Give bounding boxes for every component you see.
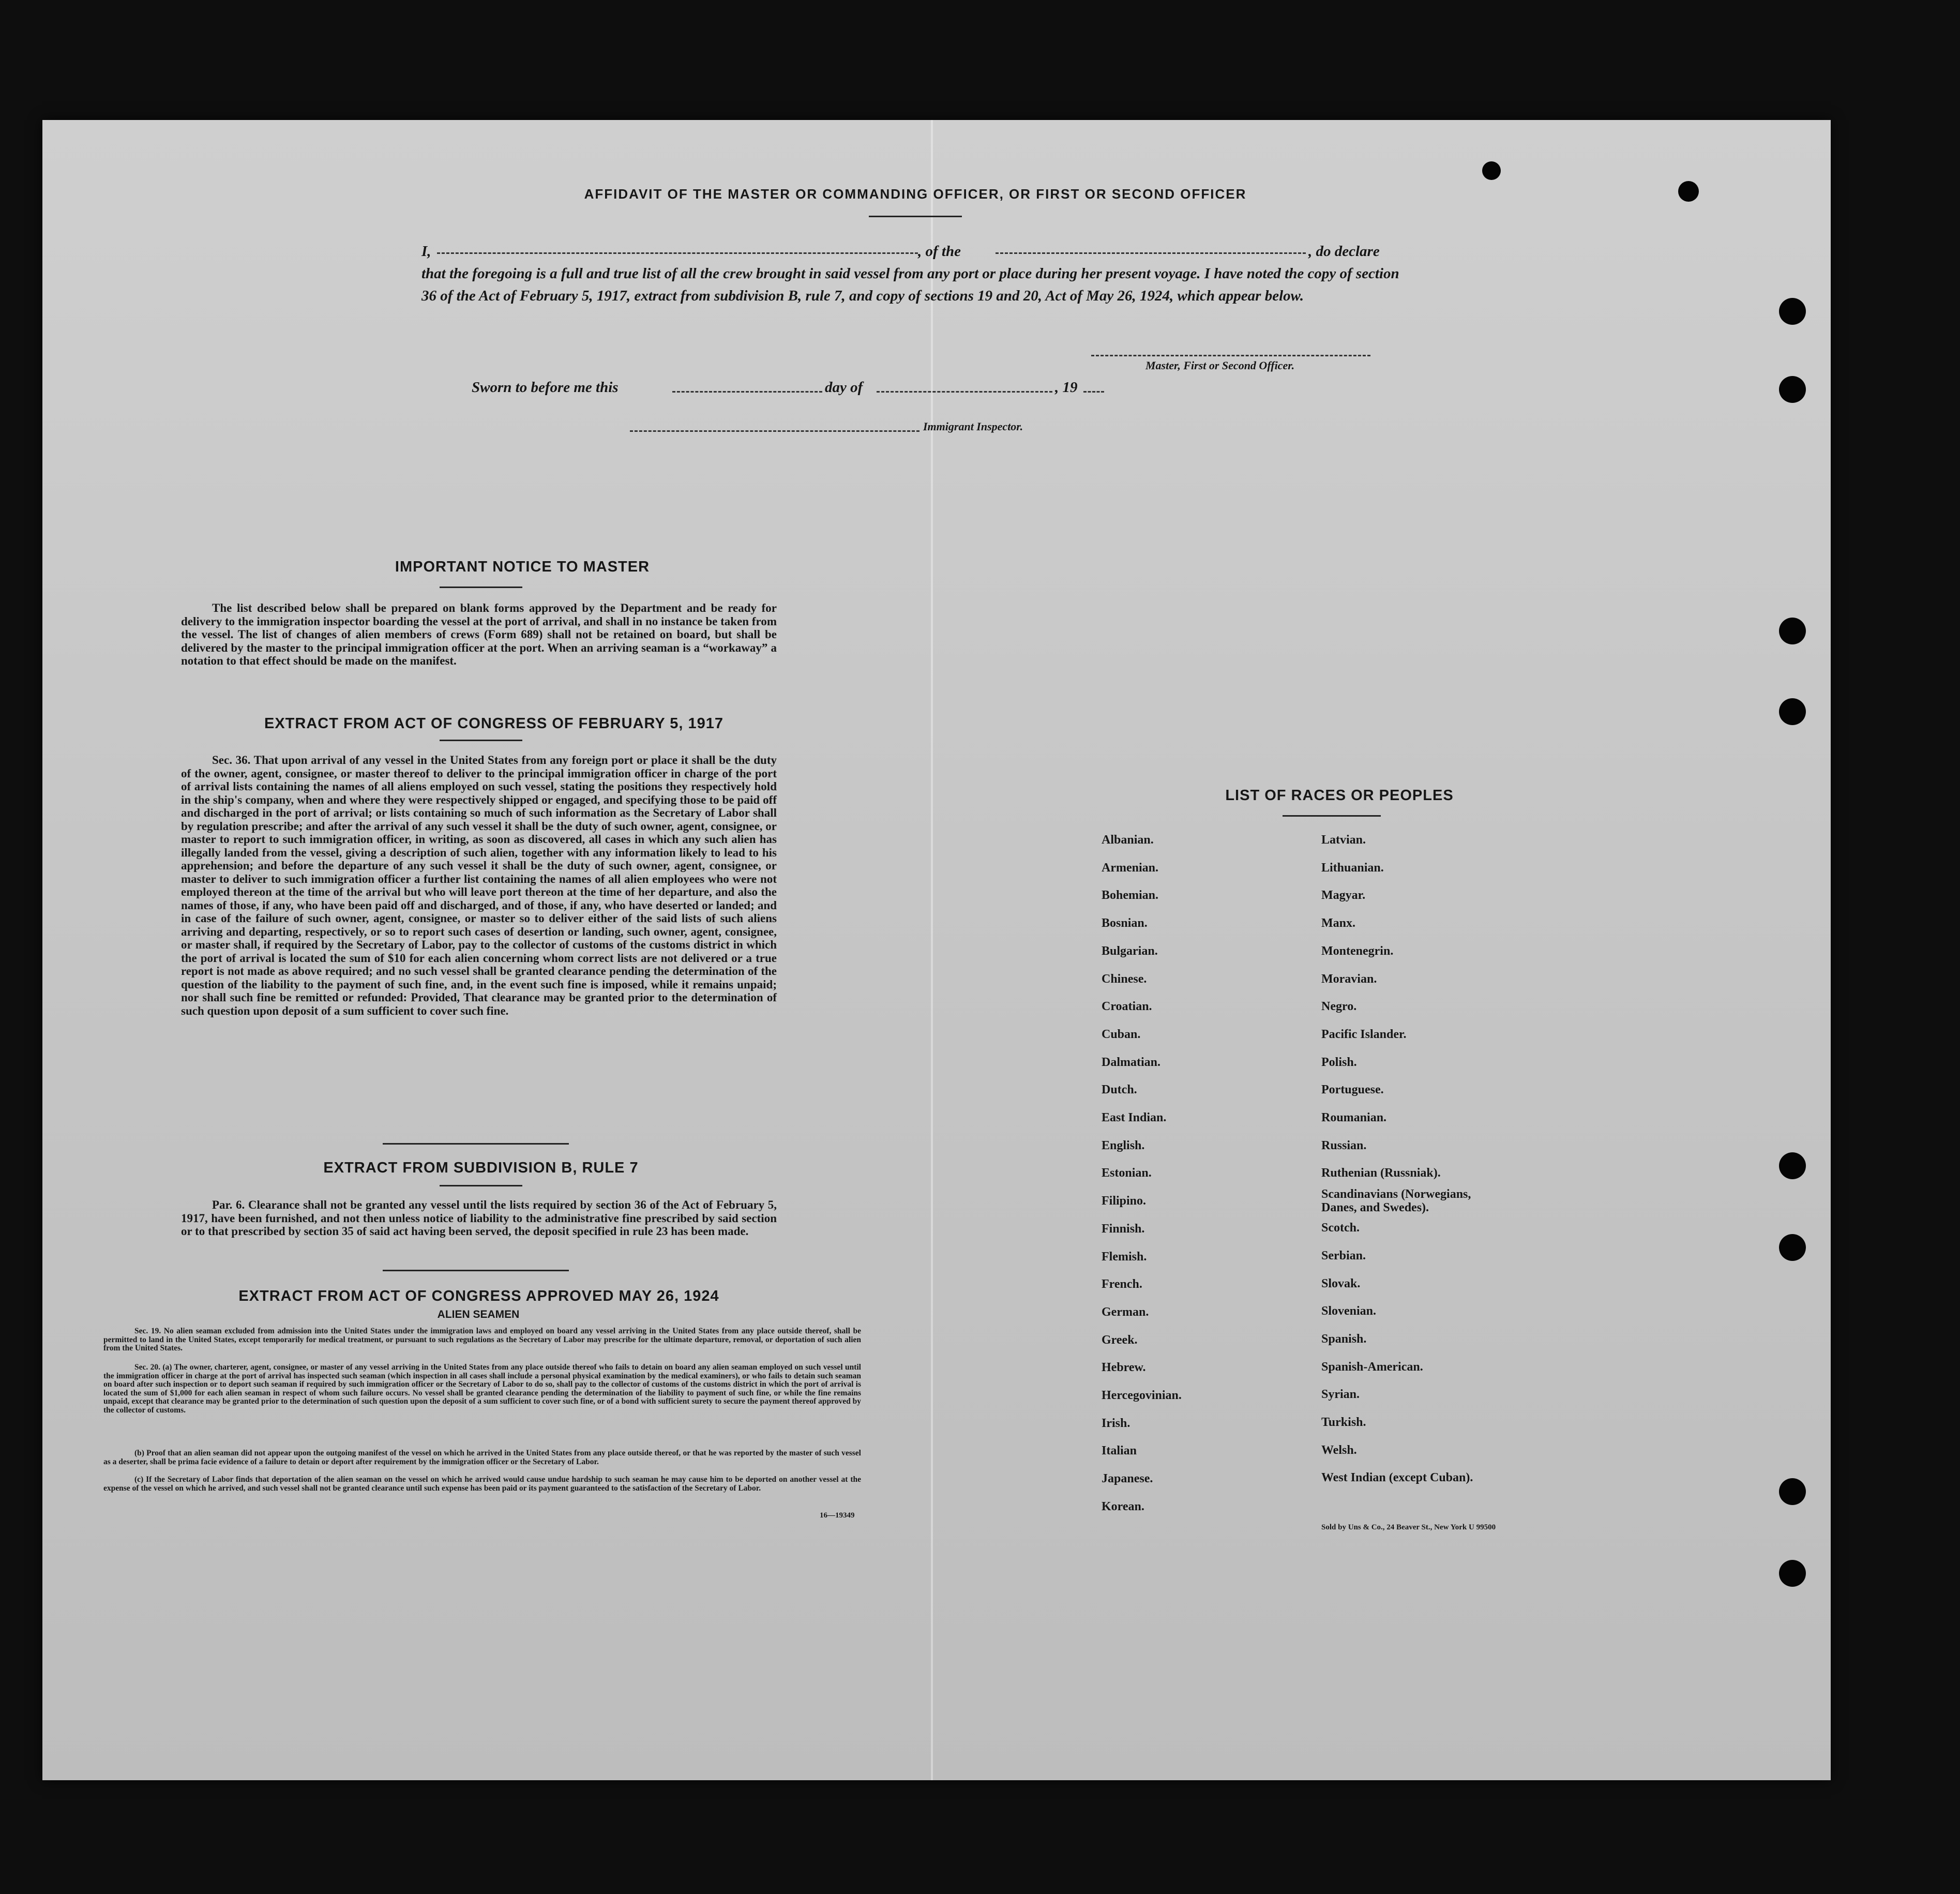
race-item: Spanish-American.: [1321, 1360, 1423, 1374]
race-item: Magyar.: [1321, 889, 1366, 903]
race-item: Lithuanian.: [1321, 861, 1384, 875]
race-item: Slovenian.: [1321, 1304, 1377, 1318]
vessel-blank: [996, 252, 1306, 254]
race-item: Welsh.: [1321, 1443, 1357, 1457]
race-item: Croatian.: [1102, 1000, 1152, 1014]
sworn-label: Sworn to before me this: [472, 379, 619, 396]
race-item: Korean.: [1102, 1499, 1144, 1513]
extract-rule7-text: Par. 6. Clearance shall not be granted any vessel until the lists required by section 36 of the Act of February 5, 1917, have been furnished, and not then unless notice of liability to the administrative fine prescribed by said section or to that prescribed by section 35 of said act having been served, the deposit specified in rule 23 has been made.: [181, 1198, 777, 1238]
race-item: Dutch.: [1102, 1083, 1137, 1097]
race-item: Polish.: [1321, 1055, 1357, 1069]
divider: [869, 216, 962, 217]
extract-1917-title: EXTRACT FROM ACT OF CONGRESS OF FEBRUARY 5, 1917: [264, 715, 724, 732]
notice-title: IMPORTANT NOTICE TO MASTER: [395, 559, 650, 575]
races-title: LIST OF RACES OR PEOPLES: [1225, 787, 1454, 804]
races-right-column: [1321, 826, 1632, 1492]
race-item: Hercegovinian.: [1102, 1389, 1182, 1403]
sec20c-text: (c) If the Secretary of Labor finds that deportation of the alien seaman on the vessel on which he arrived would cause undue hardship to such seaman he may cause him to be deported on another vessel at the expense of the vessel on which he arrived, and such vessel shall not be granted clearance until such expense has been paid or its payment guaranteed to the satisfaction of the Secretary of Labor.: [103, 1475, 861, 1493]
inspector-signature-blank: [630, 430, 919, 432]
divider: [1283, 815, 1381, 817]
race-item: Finnish.: [1102, 1222, 1145, 1236]
affidavit-i-label: I,: [421, 243, 431, 260]
punch-hole: [1779, 1152, 1806, 1179]
race-item: Hebrew.: [1102, 1361, 1146, 1375]
race-item: Bosnian.: [1102, 916, 1148, 930]
race-item: Slovak.: [1321, 1276, 1361, 1290]
race-item: Cuban.: [1102, 1027, 1141, 1041]
affidavit-body: that the foregoing is a full and true list of all the crew brought in said vessel from any port or place during her present voyage. I have noted the copy of section 36 of the Act of February 5, 1917, extract from subdivision B, rule 7, and copy of sections 19 and 20, Act of May 26, 1924, which appear below.: [421, 265, 1399, 304]
master-signature-blank: [1091, 355, 1370, 356]
race-item: Estonian.: [1102, 1166, 1152, 1180]
race-item: Serbian.: [1321, 1249, 1366, 1262]
race-item: Bohemian.: [1102, 889, 1159, 903]
extract-1917-text: Sec. 36. That upon arrival of any vessel in the United States from any foreign port or place it shall be the duty of the owner, agent, consignee, or master thereof to deliver to the principal immigration officer in charge of the port of arrival lists containing the names of all aliens employed on such vessel, stating the positions they respectively hold in the ship's company, when and where they were respectively shipped or engaged, and specifying those to be paid off and discharged in the port of arrival; or lists containing so much of such information as the Secretary of Labor shall by regulation prescribe; and after the arrival of any such vessel it shall be the duty of such owner, agent, consignee, or master to report to such immigration officer, in writing, as soon as discovered, all cases in which any such alien has illegally landed from the vessel, giving a description of such alien, together with any information likely to lead to his apprehension; and before the departure of any such vessel it shall be the duty of such owner, agent, consignee, or master to deliver to such immigration officer a further list containing the names of all alien employees who were not employed thereon at the time of the arrival but who will leave port thereon at the time of her departure, and also the names of those, if any, who have been paid off and discharged, and of those, if any, who have deserted or landed; and in case of the failure of such owner, agent, consignee, or master so to deliver either of the said lists of such aliens arriving and departing, respectively, or so to report such cases of desertion or landing, such owner, agent, consignee, or master shall, if required by the Secretary of Labor, pay to the collector of customs of the customs district in which the port of arrival is located the sum of $10 for each alien concerning whom correct lists are not delivered or a true report is not made as above required; and no such vessel shall be granted clearance pending the determination of the question of the liability to the payment of such fine, and, in the event such fine is imposed, while it remains unpaid; nor shall such fine be remitted or refunded: Provided, That clearance may be granted prior to the determination of such question upon deposit of a sum sufficient to cover such fine.: [181, 754, 777, 1017]
race-item: Flemish.: [1102, 1250, 1147, 1264]
sec20b-text: (b) Proof that an alien seaman did not appear upon the outgoing manifest of the vessel on which he arrived in the United States from any place outside thereof, or that he was reported by the master of such vessel as a deserter, shall be prima facie evidence of a failure to detain or deport after requirement by the immigration officer or the Secretary of Labor.: [103, 1449, 861, 1466]
race-item: Montenegrin.: [1321, 944, 1394, 958]
race-item: Bulgarian.: [1102, 944, 1158, 958]
race-item: Portuguese.: [1321, 1083, 1384, 1097]
race-item: Russian.: [1321, 1138, 1367, 1152]
punch-hole: [1779, 376, 1806, 403]
inspector-label: Immigrant Inspector.: [923, 420, 1023, 433]
race-item: Filipino.: [1102, 1194, 1147, 1208]
day-of-label: day of: [825, 379, 863, 396]
race-item: Armenian.: [1102, 861, 1158, 875]
race-item: Albanian.: [1102, 833, 1154, 847]
affidavit-title: AFFIDAVIT OF THE MASTER OR COMMANDING OFFICER, OR FIRST OR SECOND OFFICER: [584, 186, 1247, 202]
races-left-column: [1102, 826, 1308, 1521]
day-blank: [672, 391, 822, 393]
race-item: East Indian.: [1102, 1111, 1167, 1125]
divider: [383, 1143, 569, 1145]
extract-1924-title: EXTRACT FROM ACT OF CONGRESS APPROVED MAY 26, 1924: [238, 1288, 719, 1304]
punch-hole: [1779, 618, 1806, 644]
year-blank: [1083, 391, 1104, 393]
punch-hole: [1779, 1234, 1806, 1261]
form-number: 16—19349: [820, 1511, 855, 1520]
race-item: Italian: [1102, 1444, 1137, 1458]
race-item: Latvian.: [1321, 833, 1366, 847]
notice-text: The list described below shall be prepared on blank forms approved by the Department and be ready for delivery to the immigration inspector boarding the vessel at the port of arrival, and shall in no instance be taken from the vessel. The list of changes of alien members of crews (Form 689) shall not be retained on board, but shall be delivered by the master to the principal immigration officer at the port. When an arriving seaman is a “workaway” a notation to that effect should be made on the manifest.: [181, 602, 777, 667]
sec20a-text: Sec. 20. (a) The owner, charterer, agent, consignee, or master of any vessel arriving in the United States from any place outside thereof who fails to detain on board any alien seaman employed on such vessel until the immigration officer in charge at the port of arrival has inspected such seaman (which inspection in all cases shall include a personal physical examination by the medical examiners), or who fails to detain such seaman on board after such inspection or to deport such seaman if required by such immigration officer or the Secretary of Labor to do so, shall pay to the collector of customs of the customs district in which the port of arrival is located the sum of $1,000 for each alien seaman in respect of whom such failure occurs. No vessel shall be granted clearance pending the determination of the liability to payment of such fine, or while the fine remains unpaid, except that clearance may be granted prior to the determination of such question upon the deposit of a sum sufficient to cover such fine, or of a bond with sufficient surety to secure the payment thereof approved by the collector of customs.: [103, 1363, 861, 1415]
name-blank: [437, 252, 918, 254]
race-item: Chinese.: [1102, 972, 1147, 986]
divider: [440, 1185, 522, 1186]
race-item: Greek.: [1102, 1333, 1138, 1347]
race-item: West Indian (except Cuban).: [1321, 1471, 1473, 1485]
race-item: Dalmatian.: [1102, 1055, 1160, 1069]
race-item: Japanese.: [1102, 1472, 1153, 1486]
punch-hole: [1779, 298, 1806, 325]
race-item: German.: [1102, 1305, 1149, 1319]
race-item: French.: [1102, 1277, 1142, 1291]
race-item: Irish.: [1102, 1416, 1130, 1430]
month-blank: [877, 391, 1052, 393]
do-declare-label: , do declare: [1308, 243, 1380, 260]
divider: [383, 1270, 569, 1271]
punch-hole: [1779, 1478, 1806, 1505]
affidavit-declaration-line: [421, 240, 1409, 263]
race-item: Roumanian.: [1321, 1111, 1387, 1125]
race-item: Spanish.: [1321, 1332, 1367, 1346]
punch-hole: [1482, 161, 1501, 180]
race-item: Syrian.: [1321, 1388, 1360, 1402]
punch-hole: [1779, 1560, 1806, 1587]
punch-hole: [1779, 698, 1806, 725]
race-item: Pacific Islander.: [1321, 1027, 1407, 1041]
race-item: Scandinavians (Norwegians, Danes, and Swedes).: [1321, 1187, 1471, 1215]
divider: [440, 740, 522, 741]
race-item: Turkish.: [1321, 1416, 1366, 1430]
year-label: , 19: [1055, 379, 1078, 396]
race-item: Moravian.: [1321, 972, 1377, 986]
of-the-label: , of the: [918, 243, 961, 260]
divider: [440, 587, 522, 588]
race-item: English.: [1102, 1138, 1145, 1152]
race-item: Ruthenian (Russniak).: [1321, 1166, 1441, 1180]
extract-rule7-title: EXTRACT FROM SUBDIVISION B, RULE 7: [323, 1160, 639, 1176]
race-item: Negro.: [1321, 1000, 1357, 1014]
punch-hole: [1678, 181, 1699, 202]
alien-seamen-subtitle: ALIEN SEAMEN: [437, 1309, 520, 1320]
master-signature-label: Master, First or Second Officer.: [1145, 359, 1295, 372]
race-item: Manx.: [1321, 916, 1355, 930]
sec19-text: Sec. 19. No alien seaman excluded from admission into the United States under the immigration laws and employed on board any vessel arriving in the United States from any place outside thereof, shall be permitted to land in the United States, except temporarily for medical treatment, or pursuant to such regulations as the Secretary of Labor may prescribe for the ultimate departure, removal, or deportation of such alien from the United States.: [103, 1327, 861, 1353]
page-fold: [931, 120, 933, 1780]
race-item: Scotch.: [1321, 1221, 1360, 1235]
printer-imprint: Sold by Uns & Co., 24 Beaver St., New York U 99500: [1321, 1523, 1496, 1531]
